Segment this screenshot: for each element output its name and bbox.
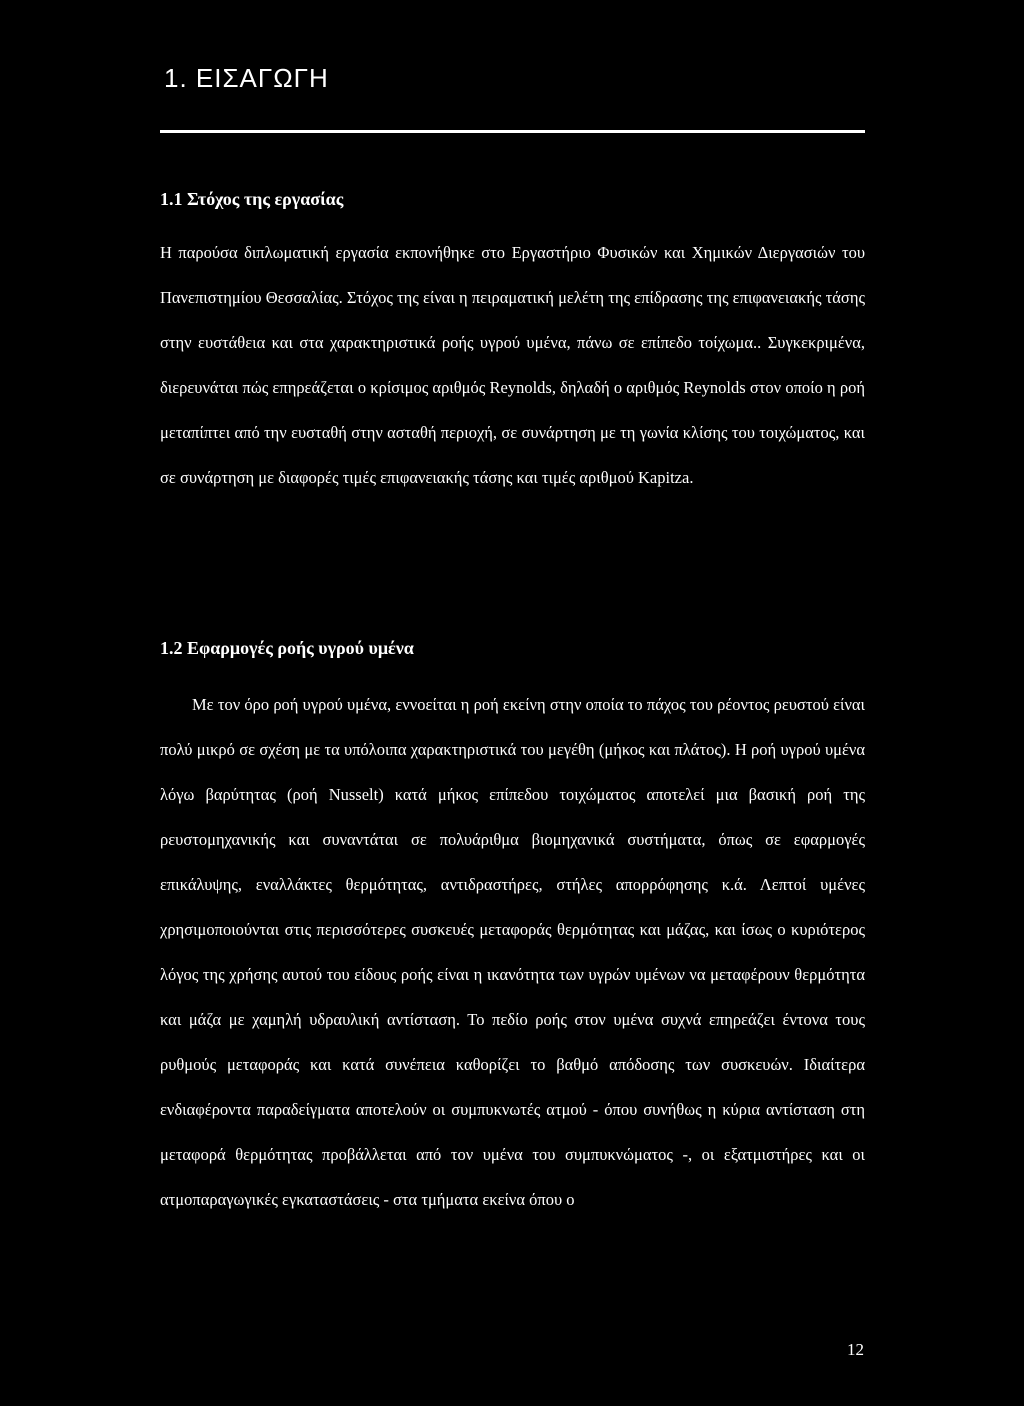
header-rule xyxy=(160,130,865,133)
section-paragraph-objective: Η παρούσα διπλωματική εργασία εκπονήθηκε στο Εργαστήριο Φυσικών και Χημικών Διεργασιών του Πανεπιστημίου Θεσσαλίας. Στόχος της είναι η πειραματική μελέτη της επίδρασης της επιφανειακής τάσης στην ευστάθεια και στα χαρακτηριστικά ροής υγρού υμένα, πάνω σε επίπεδο τοίχωμα.. Συγκεκριμένα, διερευνάται πώς επηρεάζεται ο κρίσιμος αριθμός Reynolds, δηλαδή ο αριθμός Reynolds στον οποίο η ροή μεταπίπτει από την ευσταθή στην ασταθή περιοχή, σε συνάρτηση με τη γωνία κλίσης του τοιχώματος, και σε συνάρτηση με διαφορές τιμές επιφανειακής τάσης και τιμές αριθμού Kapitza. xyxy=(160,243,865,487)
section-paragraph-applications: Με τον όρο ροή υγρού υμένα, εννοείται η ροή εκείνη στην οποία το πάχος του ρέοντος ρευστού είναι πολύ μικρό σε σχέση με τα υπόλοιπα χαρακτηριστικά του μεγέθη (μήκος και πλάτος). Η ροή υγρού υμένα λόγω βαρύτητας (ροή Nusselt) κατά μήκος επίπεδου τοιχώματος αποτελεί μια βασική ροή της ρευστομηχανικής και συναντάται σε πολυάριθμα βιομηχανικά συστήματα, όπως σε εφαρμογές επικάλυψης, εναλλάκτες θερμότητας, αντιδραστήρες, στήλες απορρόφησης κ.ά. Λεπτοί υμένες χρησιμοποιούνται στις περισσότερες συσκευές μεταφοράς θερμότητας και μάζας, και ίσως ο κυριότερος λόγος της χρήσης αυτού του είδους ροής είναι η ικανότητα των υγρών υμένων να μεταφέρουν θερμότητα και μάζα με χαμηλή υδραυλική αντίσταση. Το πεδίο ροής στον υμένα συχνά επηρεάζει έντονα τους ρυθμούς μεταφοράς και κατά συνέπεια καθορίζει το βαθμό απόδοσης των συσκευών. Ιδιαίτερα ενδιαφέροντα παραδείγματα αποτελούν οι συμπυκνωτές ατμού - όπου συνήθως η κύρια αντίσταση στη μεταφορά θερμότητας προβάλλεται από τον υμένα του συμπυκνώματος -, οι εξατμιστήρες και οι ατμοπαραγωγικές εγκαταστάσεις - στα τμήματα εκείνα όπου ο xyxy=(160,695,865,1209)
section-heading-applications: 1.2 Εφαρμογές ροής υγρού υμένα xyxy=(160,638,414,658)
section-heading-objective: 1.1 Στόχος της εργασίας xyxy=(160,189,344,209)
page-number: 12 xyxy=(847,1340,864,1359)
chapter-title: 1. ΕΙΣΑΓΩΓΗ xyxy=(164,63,329,93)
